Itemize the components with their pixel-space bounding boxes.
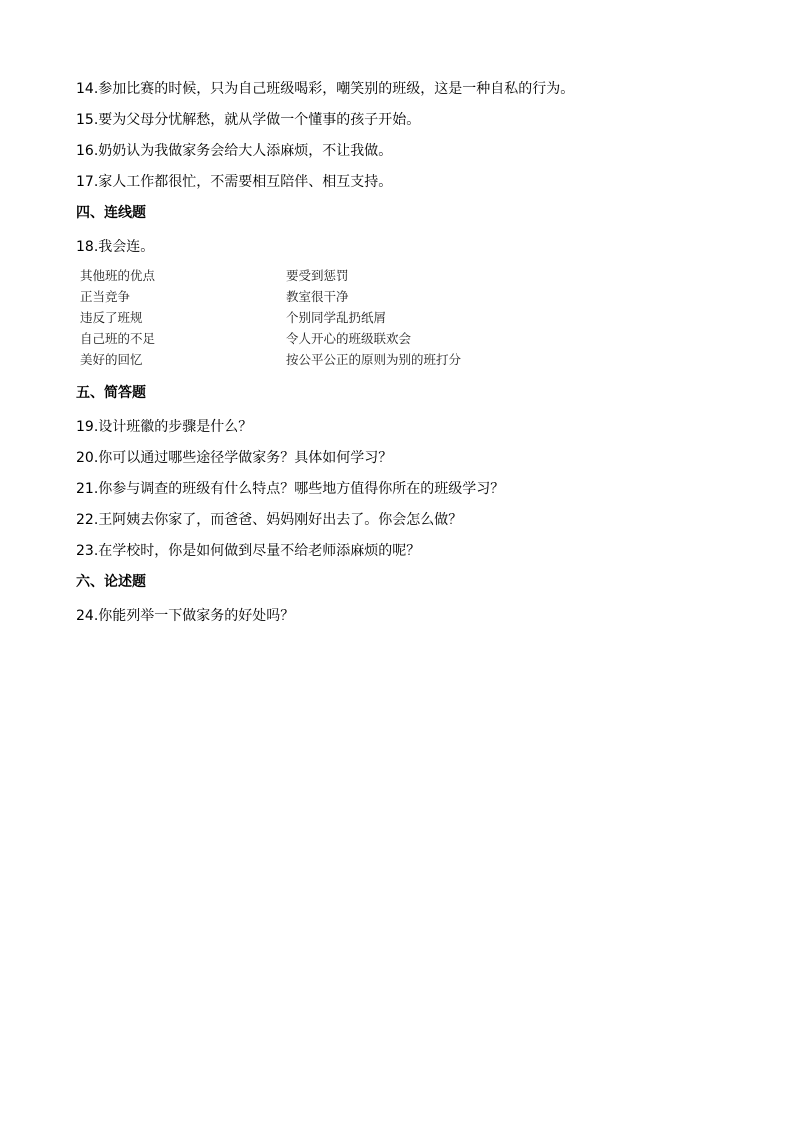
question-17: 17.家人工作都很忙，不需要相互陪伴、相互支持。 bbox=[76, 174, 393, 190]
question-18: 18.我会连。 bbox=[76, 239, 155, 255]
question-24: 24.你能列举一下做家务的好处吗？ bbox=[76, 608, 295, 624]
question-23: 23.在学校时，你是如何做到尽量不给老师添麻烦的呢？ bbox=[76, 543, 421, 559]
matching-left-item: 自己班的不足 bbox=[80, 331, 156, 346]
matching-row bbox=[80, 328, 736, 349]
matching-left-item: 美好的回忆 bbox=[80, 352, 143, 367]
section-heading-matching: 四、连线题 bbox=[76, 205, 146, 221]
section-heading-short-answer: 五、简答题 bbox=[76, 385, 146, 401]
question-20: 20.你可以通过哪些途径学做家务？具体如何学习？ bbox=[76, 450, 393, 466]
matching-left-item: 违反了班规 bbox=[80, 310, 143, 325]
question-14: 14.参加比赛的时候，只为自己班级喝彩，嘲笑别的班级，这是一种自私的行为。 bbox=[76, 81, 575, 97]
matching-row bbox=[80, 265, 736, 286]
question-16: 16.奶奶认为我做家务会给大人添麻烦，不让我做。 bbox=[76, 143, 393, 159]
matching-right-item: 要受到惩罚 bbox=[286, 268, 349, 283]
question-15: 15.要为父母分忧解愁，就从学做一个懂事的孩子开始。 bbox=[76, 112, 421, 128]
section-heading-essay: 六、论述题 bbox=[76, 574, 146, 590]
question-19: 19.设计班徽的步骤是什么？ bbox=[76, 419, 253, 435]
matching-row bbox=[80, 349, 736, 370]
matching-row bbox=[80, 307, 736, 328]
matching-right-item: 教室很干净 bbox=[286, 289, 349, 304]
matching-right-item: 按公平公正的原则为别的班打分 bbox=[286, 352, 462, 367]
matching-right-item: 个别同学乱扔纸屑 bbox=[286, 310, 387, 325]
matching-row bbox=[80, 286, 736, 307]
matching-left-item: 其他班的优点 bbox=[80, 268, 156, 283]
question-21: 21.你参与调查的班级有什么特点？哪些地方值得你所在的班级学习？ bbox=[76, 481, 505, 497]
matching-left-item: 正当竞争 bbox=[80, 289, 131, 304]
matching-right-item: 令人开心的班级联欢会 bbox=[286, 331, 412, 346]
question-22: 22.王阿姨去你家了，而爸爸、妈妈刚好出去了。你会怎么做？ bbox=[76, 512, 463, 528]
worksheet-page bbox=[76, 74, 736, 632]
matching-table bbox=[80, 265, 736, 370]
